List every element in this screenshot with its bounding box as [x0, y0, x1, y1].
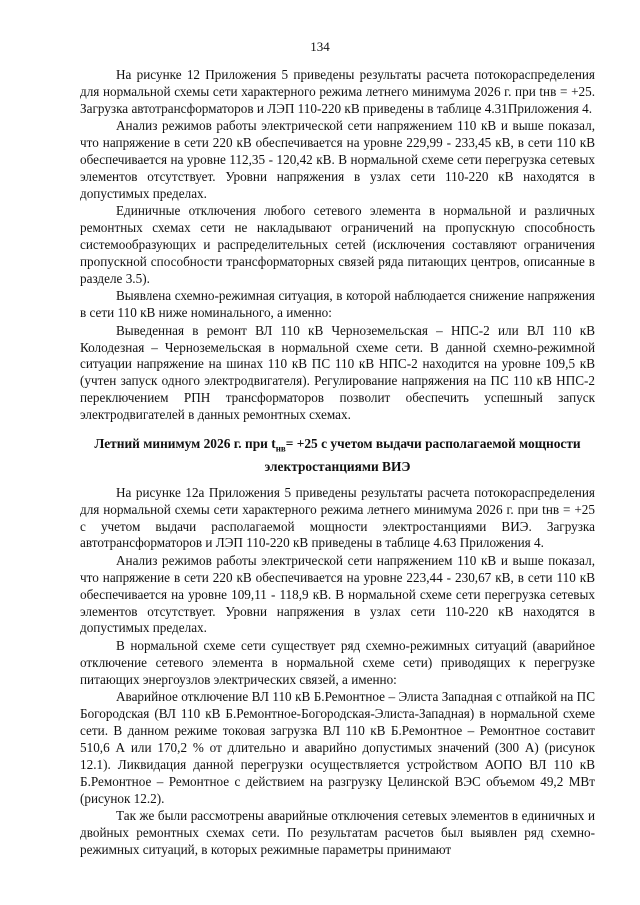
paragraph: Анализ режимов работы электрической сети напряжением 110 кВ и выше показал, что напряжение в сети 220 кВ обеспечивается на уровне 229,99 - 233,45 кВ, в сети 110 кВ обеспечивается на уровне 112,35 - 120,42 кВ. В нормальной схеме сети перегрузка сетевых элементов отсутствует. Уровни напряжения в узлах сети 110-220 кВ находятся в допустимых пределах.	[80, 118, 595, 201]
paragraph: Анализ режимов работы электрической сети напряжением 110 кВ и выше показал, что напряжение в сети 220 кВ обеспечивается на уровне 223,44 - 230,67 кВ, в сети 110 кВ обеспечивается на уровне 109,11 - 118,9 кВ. В нормальной схеме сети перегрузка сетевых элементов отсутствует. Уровни напряжения в узлах сети 110-220 кВ находятся в допустимых пределах.	[80, 552, 595, 636]
page-number: 134	[310, 39, 330, 54]
paragraph: Выведенная в ремонт ВЛ 110 кВ Черноземельская – НПС-2 или ВЛ 110 кВ Колодезная – Черноземельская в нормальной схеме сети. В данной схемно-режимной ситуации напряжение на шинах 110 кВ ПС 110 кВ НПС-2 находится на уровне 109,5 кВ (учтен запуск одного электродвигателя). Регулирование напряжения на ПС 110 кВ НПС-2 переключением РПН трансформаторов позволит обеспечить успешный запуск электродвигателей в данных ремонтных схемах.	[80, 322, 595, 423]
section-heading-subscript: нв	[275, 443, 286, 454]
paragraph: На рисунке 12а Приложения 5 приведены результаты расчета потокораспределения для нормальной схемы сети характерного режима летнего минимума 2026 г. при tнв = +25 с учетом выдачи располагаемой мощности электростанциями ВИЭ. Загрузка автотрансформаторов и ЛЭП 110-220 кВ приведены в таблице 4.63 Приложения 4.	[80, 484, 595, 551]
section-heading	[80, 435, 595, 475]
paragraph: Аварийное отключение ВЛ 110 кВ Б.Ремонтное – Элиста Западная с отпайкой на ПС Богородская (ВЛ 110 кВ Б.Ремонтное-Богородская-Элиста-Западная) в нормальной схеме сети. В данном режиме токовая загрузка ВЛ 110 кВ Б.Ремонтное – Ремонтное составит 510,6 А или 170,2 % от длительно и аварийно допустимых значений (300 А) (рисунок 12.1). Ликвидация данной перегрузки осуществляется устройством АОПО ВЛ 110 кВ Б.Ремонтное – Ремонтное с действием на разгрузку Целинской ВЭС объемом 49,2 МВт (рисунок 12.2).	[80, 689, 595, 806]
paragraph: На рисунке 12 Приложения 5 приведены результаты расчета потокораспределения для нормальной схемы сети характерного режима летнего минимума 2026 г. при tнв = +25. Загрузка автотрансформаторов и ЛЭП 110-220 кВ приведены в таблице 4.31Приложения 4.	[80, 67, 595, 116]
paragraph: Так же были рассмотрены аварийные отключения сетевых элементов в единичных и двойных ремонтных схемах сети. По результатам расчетов был выявлен ряд схемно-режимных ситуаций, в которых режимные параметры принимают	[80, 807, 595, 857]
paragraph: Выявлена схемно-режимная ситуация, в которой наблюдается снижение напряжения в сети 110 кВ ниже номинального, а именно:	[80, 288, 595, 321]
paragraph: В нормальной схеме сети существует ряд схемно-режимных ситуаций (аварийное отключение сетевого элемента в нормальной схеме сети) приводящих к перегрузке питающих энергоузлов электрических связей, а именно:	[80, 637, 595, 687]
document-body	[80, 67, 595, 859]
paragraph: Единичные отключения любого сетевого элемента в нормальной и различных ремонтных схемах сети не накладывают ограничений на пропускную способность системообразующих и распределительных сетей (исключения составляют ограничения пропускной способности трансформаторных связей ряда питающих центров, описанные в разделе 3.5).	[80, 203, 595, 286]
section-heading-part1: Летний минимум 2026 г. при t	[94, 436, 276, 452]
section-heading-part2: = +25 с учетом выдачи располагаемой мощности электростанциями ВИЭ	[264, 436, 581, 474]
